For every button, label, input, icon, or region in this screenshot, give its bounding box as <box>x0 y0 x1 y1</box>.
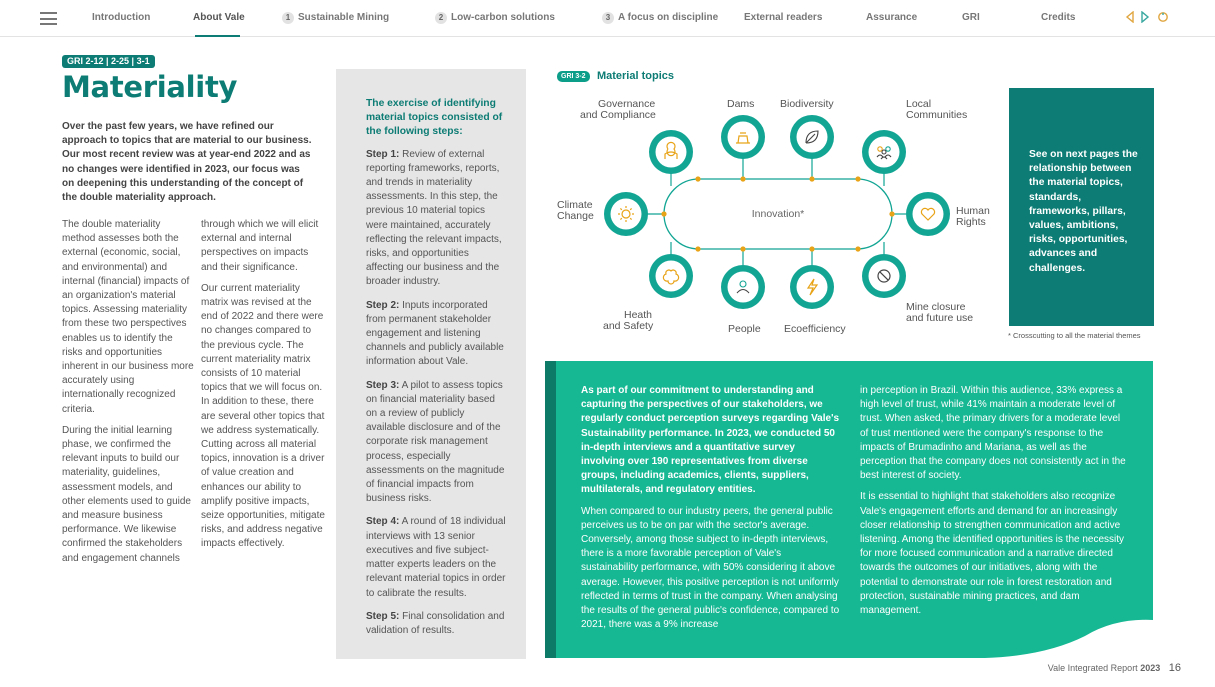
next-pages-callout <box>1009 88 1154 326</box>
innovation-label: Innovation* <box>751 208 805 220</box>
gri-tag-small: GRI 3-2 <box>557 71 590 82</box>
footnote: * Crosscutting to all the material themes <box>1008 331 1141 340</box>
green-column-2 <box>860 384 1128 625</box>
text-column-1 <box>62 218 194 573</box>
paragraph: It is essential to highlight that stakeholders also recognize Vale's engagement efforts and demand for an increasingly closer relationship to strengthen communication and active listening. Among the identified opportunities is the necessity for more focused communication and a narrative directed towards the outcomes of our initiatives, along with the potential to demonstrate our role in forest restoration and protection, sustainable mining practices, and dam management. <box>860 491 1125 617</box>
paragraph: During the initial learning phase, we confirmed the relevant inputs to build our materiality, guidelines, assessment models, and other elements used to guide and measure business performance. We likewise confirmed the stakeholders and engagement channels <box>62 424 191 564</box>
label-biodiversity: Biodiversity <box>780 98 834 110</box>
wave-decoration <box>985 616 1153 658</box>
nav-number-badge: 2 <box>435 12 447 24</box>
nav-external-readers[interactable]: External readers <box>744 12 823 23</box>
label-ecoefficiency: Ecoefficiency <box>784 323 846 335</box>
ecoefficiency-node <box>790 265 834 309</box>
step-item: Step 5: Final consolidation and validation of results. <box>366 610 505 636</box>
material-topics-title: Material topics <box>596 70 674 82</box>
nav-number-badge: 1 <box>282 12 294 24</box>
material-topics-header <box>557 66 674 84</box>
label-heath: Heath <box>624 309 653 321</box>
local-communities-node <box>862 130 906 174</box>
nav-gri[interactable]: GRI <box>962 12 980 23</box>
nav-focus-discipline[interactable]: 3 A focus on discipline <box>602 12 718 24</box>
report-year: 2023 <box>1140 663 1161 673</box>
page-title: Materiality <box>62 70 238 104</box>
nav-sustainable-mining[interactable]: 1 Sustainable Mining <box>282 12 389 24</box>
page-number: 16 <box>1168 662 1181 674</box>
human-rights-node <box>906 192 950 236</box>
dams-node <box>721 115 765 159</box>
refresh-icon[interactable] <box>1157 11 1169 23</box>
nav-credits[interactable]: Credits <box>1041 12 1076 23</box>
paragraph: through which we will elicit external and internal perspectives on impacts and their significance. <box>201 219 319 273</box>
text-column-2 <box>201 218 327 559</box>
label-human: Human <box>956 205 990 217</box>
label-future-use: and future use <box>906 312 974 324</box>
nav-low-carbon[interactable]: 2 Low-carbon solutions <box>435 12 555 24</box>
paragraph: When compared to our industry peers, the general public perceives us to be on par with the sector's average. Conversely, among those subject to in-depth interviews, there is a more favorable perception of Vale's sustainability performance, with 50% considering it above average. However, this positive perception is not uniformly reflected in terms of trust in the company. When analysing the results of the general public's confidence, compared to 2021, there was a 9% increase <box>581 505 840 631</box>
label-communities: Communities <box>906 109 968 121</box>
next-page-icon[interactable] <box>1140 11 1150 23</box>
nav-about-vale[interactable]: About Vale <box>193 12 245 23</box>
paragraph: in perception in Brazil. Within this audience, 33% express a high level of trust, while 41% maintain a moderate level of trust. When asked, the primary drivers for a moderate level of trust mentioned were the company's response to the impacts of Brumadinho and Mariana, as well as the perception that the company does not consistently act in the best interest of society. <box>860 385 1126 482</box>
menu-icon[interactable] <box>40 12 57 25</box>
nav-number-badge: 3 <box>602 12 614 24</box>
label-climate: Climate <box>557 199 593 211</box>
report-name: Vale Integrated Report <box>1047 663 1138 673</box>
climate-change-node <box>604 192 648 236</box>
step-item: Step 4: A round of 18 individual interviews with 13 senior executives and five subject-matter experts leaders on the relevant material topics in order to calibrate the results. <box>366 516 506 599</box>
biodiversity-node <box>790 115 834 159</box>
step-item: Step 1: Review of external reporting frameworks, reports, and trends in materiality assessments. In this step, the previous 10 material topics were maintained, accurately reflecting the relevant impacts, risks, and opportunities affecting our business and the broader industry. <box>366 148 502 288</box>
stakeholder-perception-box <box>545 361 1153 658</box>
label-people: People <box>728 323 761 335</box>
nav-introduction[interactable]: Introduction <box>92 12 151 23</box>
label-dams: Dams <box>727 98 755 110</box>
label-safety: and Safety <box>603 320 654 332</box>
callout-text: See on next pages the relationship between the material topics, standards, frameworks, pillars, values, ambitions, risks, opportunities, advances and challenges. <box>1029 149 1138 274</box>
page-footer <box>1048 662 1181 674</box>
active-tab-indicator <box>195 35 240 37</box>
label-rights: Rights <box>956 216 986 228</box>
label-local: Local <box>906 98 932 110</box>
label-governance-2: and Compliance <box>580 109 656 121</box>
label-change: Change <box>557 210 594 222</box>
health-safety-node <box>649 254 693 298</box>
box-accent-stripe <box>545 361 556 658</box>
intro-paragraph: Over the past few years, we have refined our approach to topics that are material to our business. Our most recent review was at year-end 2022 and as no changes were identified in 2023, our focus was on deepening this understanding of the concept of the double materiality approach. <box>62 121 312 204</box>
previous-page-icon[interactable] <box>1125 11 1135 23</box>
steps-heading: The exercise of identifying material topics consisted of the following steps: <box>366 98 503 138</box>
paragraph: Our current materiality matrix was revised at the end of 2022 and there were no changes compared to the previous cycle. The current materiality matrix consists of 10 material topics that we will focus on. In addition to these, there are several other topics that we address systematically. Cutting across all material topics, innovation is a driver of value creation and enhances our ability to amplify positive impacts, seize opportunities, mitigate risks, and address negative impacts effectively. <box>201 282 325 550</box>
label-mine-closure: Mine closure <box>906 301 966 313</box>
nav-assurance[interactable]: Assurance <box>866 12 918 23</box>
label-governance: Governance <box>598 98 656 110</box>
step-item: Step 2: Inputs incorporated from permanent stakeholder engagement and listening channels and publicly available information about Vale. <box>366 299 504 368</box>
step-item: Step 3: A pilot to assess topics on financial materiality based on a review of publicly available disclosure and of the corporate risk management process, especially assessments on the magnitude of financial impacts from business risks. <box>366 379 505 505</box>
paragraph: The double materiality method assesses both the external (economic, social, and environmental) and internal (financial) impacts of an organization's material topics. Assessing materiality from these two perspectives enables us to identify the risks and opportunities inherent in our business more accurately using internationally recognized criteria. <box>62 219 194 415</box>
mine-closure-node <box>862 254 906 298</box>
paragraph: As part of our commitment to understanding and capturing the perspectives of our stakeholders, we regularly conduct perception surveys regarding Vale's Sustainability performance. In 2023, we conducted 50 in-depth interviews and a quantitative survey involving over 190 representatives from diverse groups, including academics, clients, suppliers, multilaterals, and regulatory entities. <box>581 385 840 496</box>
steps-panel <box>336 69 526 659</box>
top-navigation <box>0 0 1215 37</box>
governance-node <box>649 130 693 174</box>
people-node <box>721 265 765 309</box>
green-column-1 <box>581 384 840 639</box>
gri-tag: GRI 2-12 | 2-25 | 3-1 <box>62 55 155 68</box>
